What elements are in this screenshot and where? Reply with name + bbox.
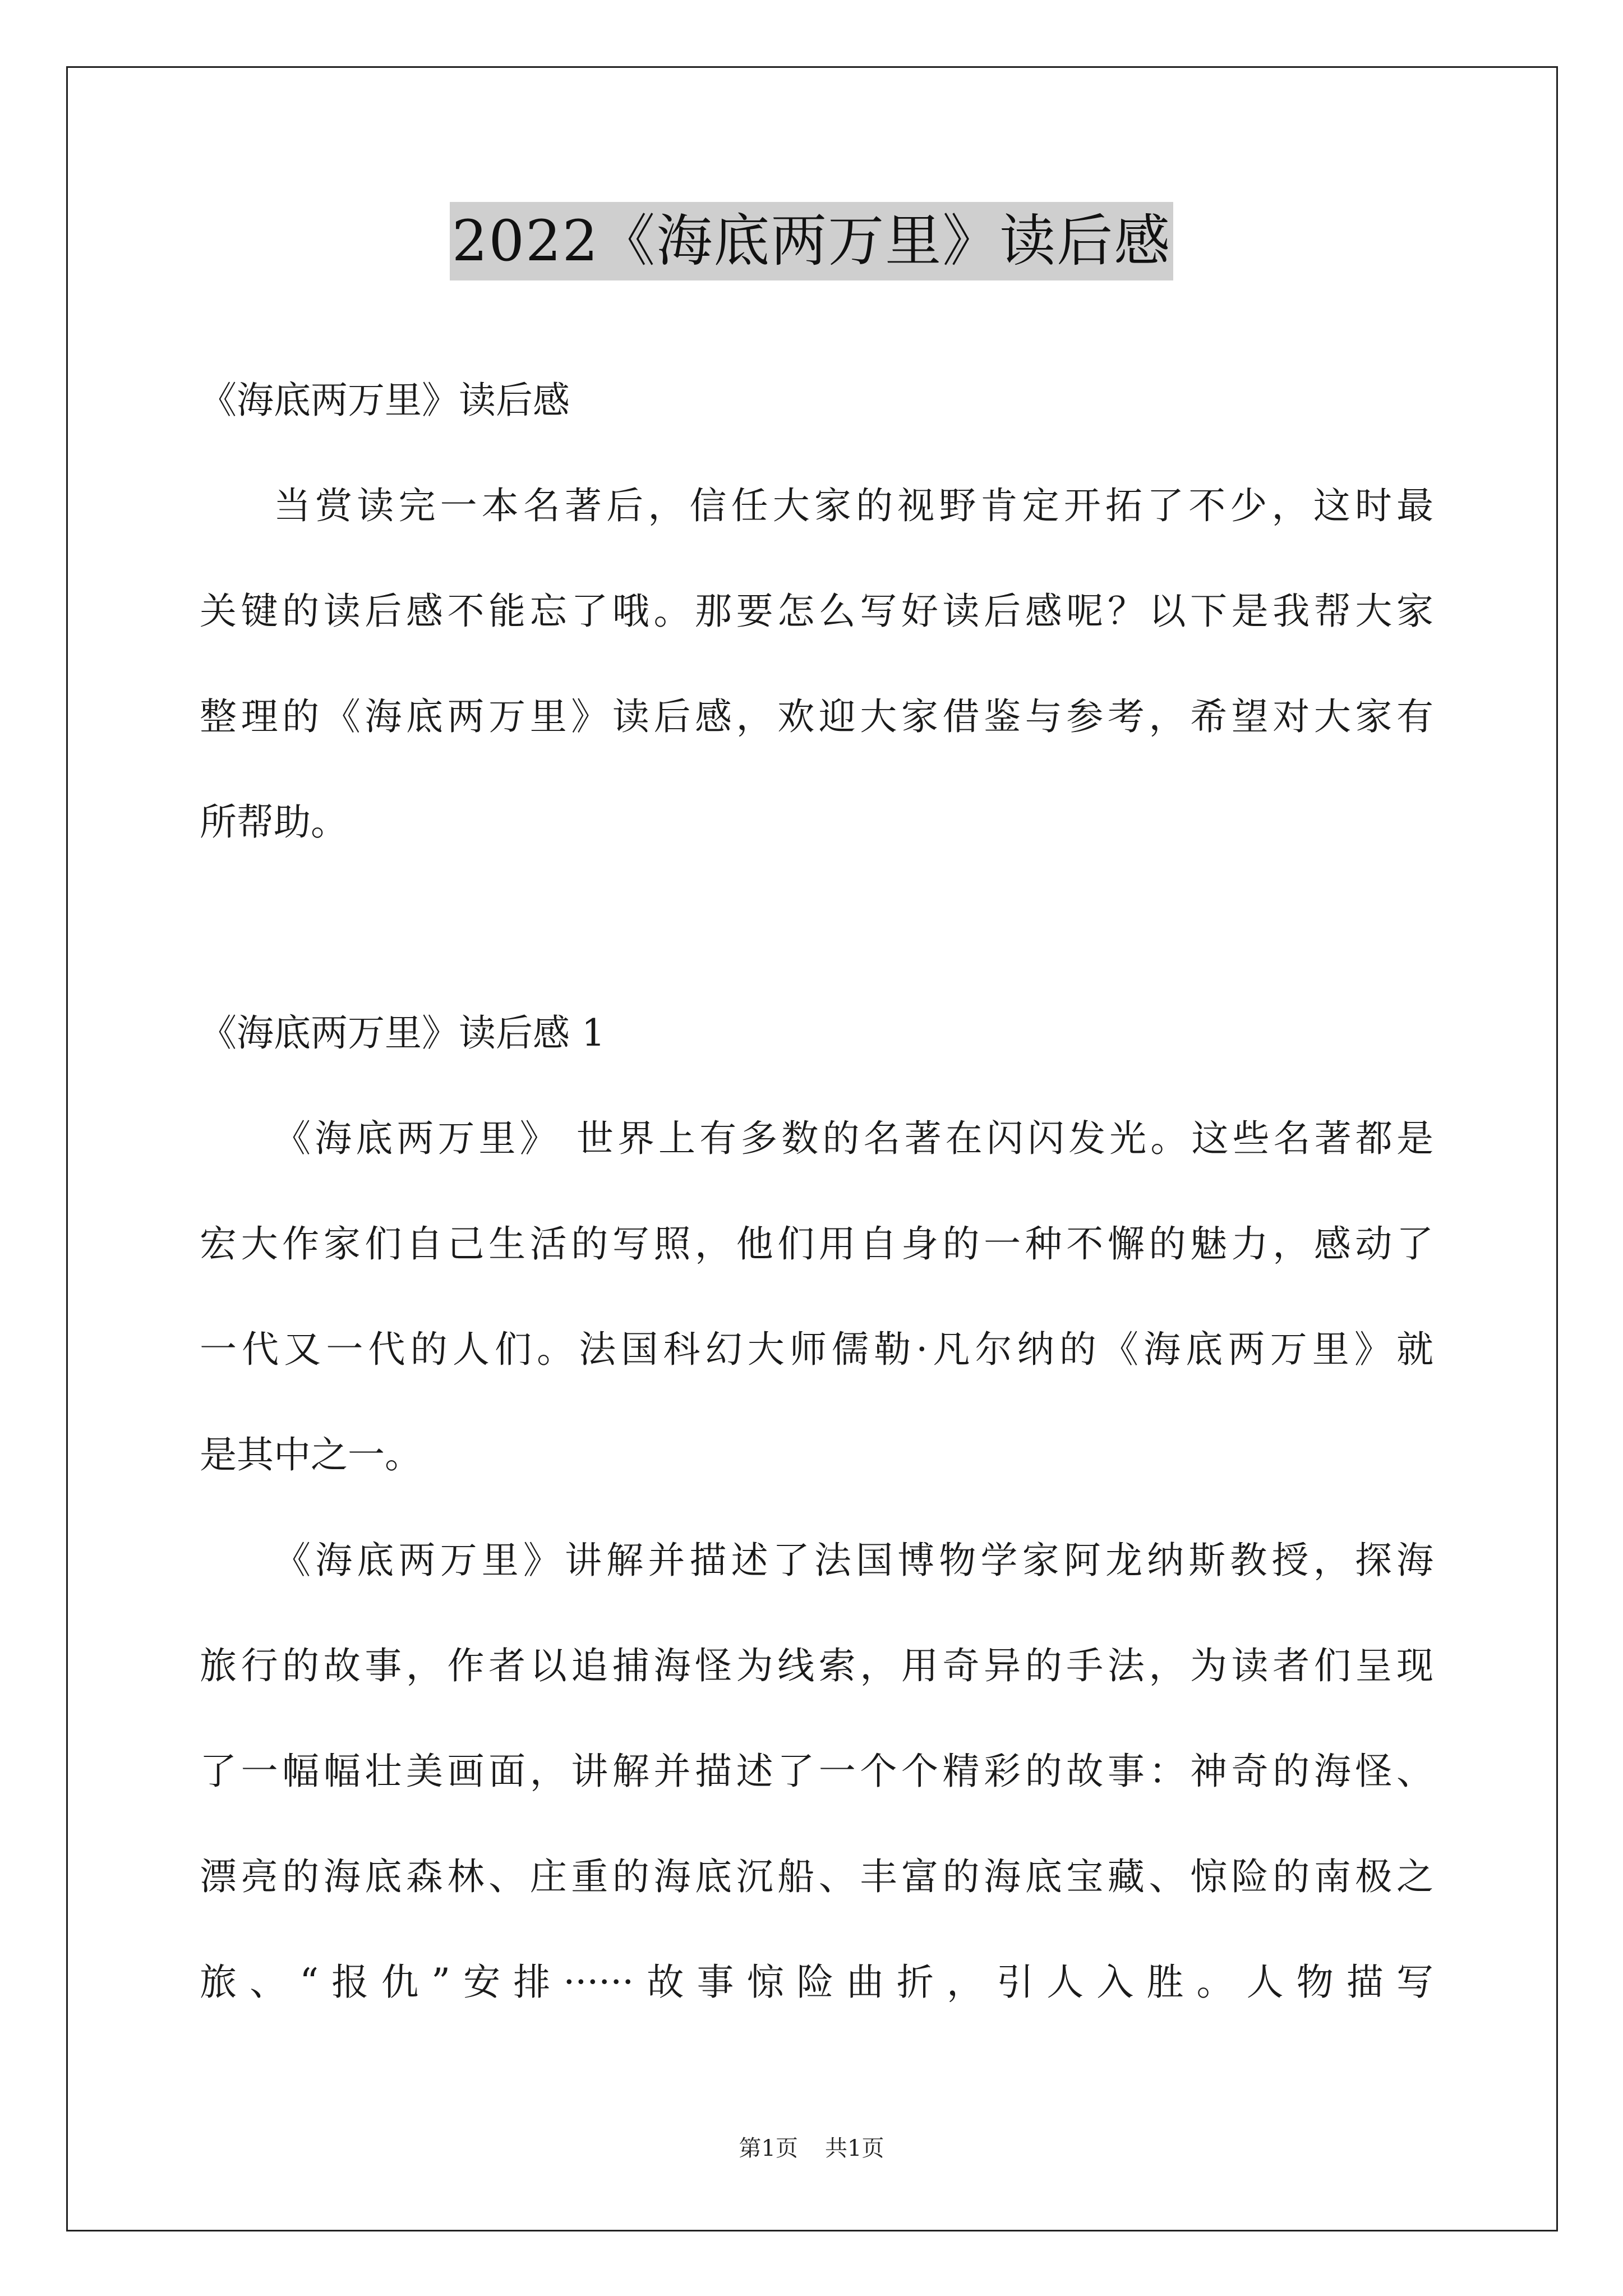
page-number-current: 第1页 [739,2136,798,2161]
intro-line: 当赏读完一本名著后，信任大家的视野肯定开拓了不少，这时最 [274,484,1433,527]
paragraph1-line: 是其中之一。 [200,1433,422,1476]
paragraph1-line: 宏大作家们自己生活的写照，他们用自身的一种不懈的魅力，感动了 [200,1222,1433,1266]
paragraph2-line: 了一幅幅壮美画面，讲解并描述了一个个精彩的故事：神奇的海怪、 [200,1750,1433,1793]
section-heading: 《海底两万里》读后感 1 [200,1011,605,1055]
spacer [200,875,1433,981]
intro-line: 整理的《海底两万里》读后感，欢迎大家借鉴与参考，希望对大家有 [200,695,1433,738]
page-number-total: 共1页 [825,2136,884,2161]
paragraph2-line: 漂亮的海底森林、庄重的海底沉船、丰富的海底宝藏、惊险的南极之 [200,1855,1433,1898]
paragraph2-line: 旅、“报仇”安排······故事惊险曲折，引人入胜。人物描写 [200,1961,1433,2004]
document-body [200,348,1433,2035]
paragraph1-line: 一代又一代的人们。法国科幻大师儒勒·凡尔纳的《海底两万里》就 [200,1328,1433,1371]
document-subtitle: 《海底两万里》读后感 [200,379,570,422]
paragraph2-line: 旅行的故事，作者以追捕海怪为线索，用奇异的手法，为读者们呈现 [200,1644,1433,1687]
paragraph1-line: 《海底两万里》 世界上有多数的名著在闪闪发光。这些名著都是 [274,1117,1433,1160]
paragraph2-line: 《海底两万里》讲解并描述了法国博物学家阿龙纳斯教授，探海 [274,1539,1433,1582]
intro-line: 所帮助。 [200,800,348,844]
page-footer [0,2132,1623,2165]
title-container [0,202,1623,280]
intro-line: 关键的读后感不能忘了哦。那要怎么写好读后感呢？以下是我帮大家 [200,590,1433,633]
document-title: 2022《海底两万里》读后感 [450,202,1174,280]
